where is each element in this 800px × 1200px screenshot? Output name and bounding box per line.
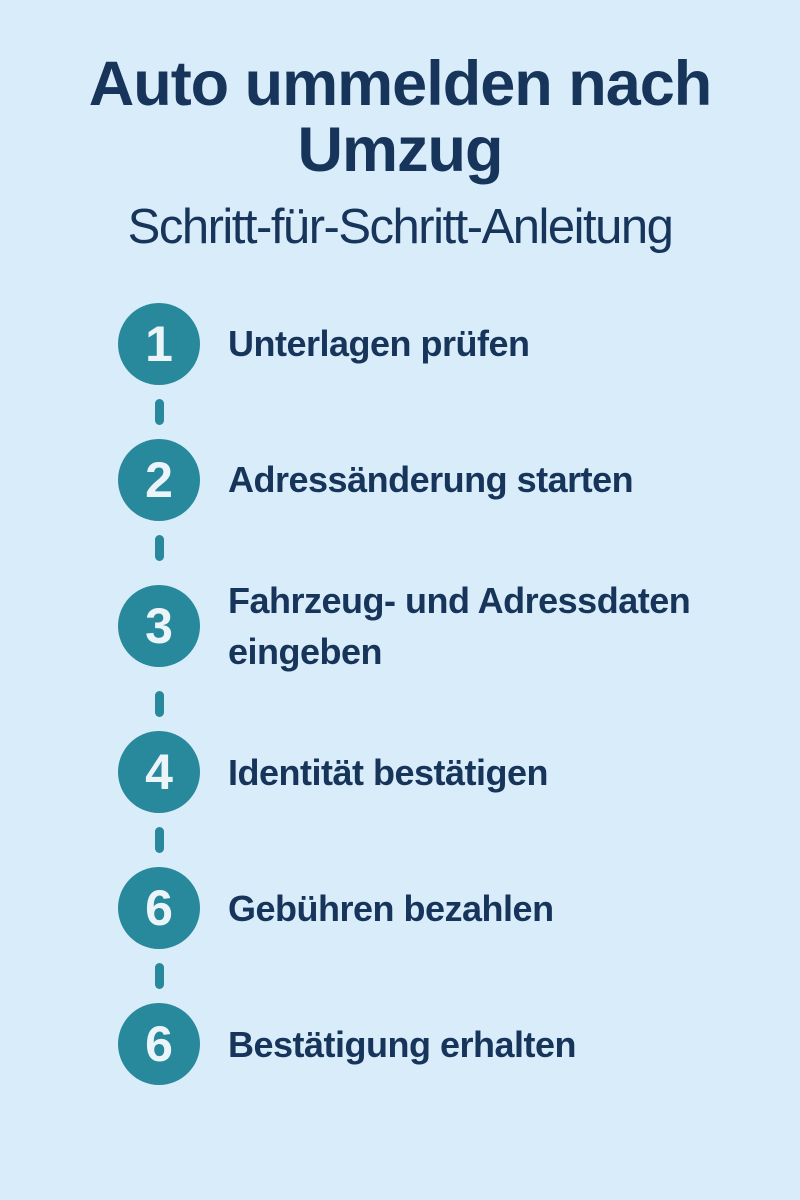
step-item-6 xyxy=(118,1003,800,1085)
page-title: Auto ummelden nach Umzug xyxy=(88,49,712,185)
dash-icon xyxy=(155,535,164,561)
step-item-2 xyxy=(118,439,800,521)
step-1-number-badge xyxy=(118,303,200,385)
dash-icon xyxy=(155,963,164,989)
step-2-label: Adressänderung starten xyxy=(228,459,634,501)
steps-list xyxy=(0,303,800,1085)
step-1-label: Unterlagen prüfen xyxy=(228,323,530,365)
step-3-number-badge xyxy=(118,585,200,667)
step-3-number: 3 xyxy=(145,598,173,655)
page-subtitle: Schritt-für-Schritt-Anleitung xyxy=(127,200,673,255)
step-4-number-badge xyxy=(118,731,200,813)
connector-dash-3 xyxy=(118,691,200,717)
connector-dash-5 xyxy=(118,963,200,989)
header xyxy=(0,0,800,255)
dash-icon xyxy=(155,691,164,717)
connector-dash-1 xyxy=(118,399,200,425)
dash-icon xyxy=(155,827,164,853)
connector-dash-4 xyxy=(118,827,200,853)
step-6-number: 6 xyxy=(145,1016,173,1073)
step-item-1 xyxy=(118,303,800,385)
step-item-3 xyxy=(118,575,800,677)
dash-icon xyxy=(155,399,164,425)
step-5-number-badge xyxy=(118,867,200,949)
step-5-number: 6 xyxy=(145,880,173,937)
step-4-label: Identität bestätigen xyxy=(228,751,549,793)
step-5-label: Gebühren bezahlen xyxy=(228,887,554,929)
step-6-number-badge xyxy=(118,1003,200,1085)
step-1-number: 1 xyxy=(145,316,173,373)
step-3-label: Fahrzeug- und Adressdaten eingeben xyxy=(228,580,691,673)
step-2-number: 2 xyxy=(145,452,173,509)
step-item-5 xyxy=(118,867,800,949)
step-4-number: 4 xyxy=(145,744,173,801)
step-6-label: Bestätigung erhalten xyxy=(228,1023,577,1065)
step-2-number-badge xyxy=(118,439,200,521)
step-item-4 xyxy=(118,731,800,813)
connector-dash-2 xyxy=(118,535,200,561)
